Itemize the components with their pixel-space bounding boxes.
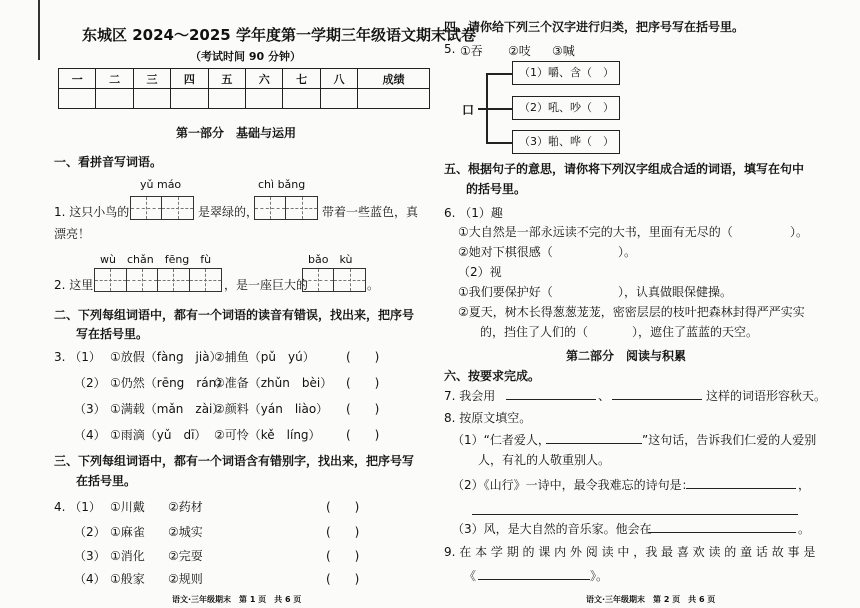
category-box-2[interactable]: （2）吼、吵（ ） — [512, 96, 620, 120]
q1-text-end: 带着一些蓝色，真 — [322, 205, 419, 219]
score-cell[interactable] — [59, 89, 96, 109]
q9-book-close: 》。 — [590, 569, 609, 583]
q3-row-num: 3. （1） — [54, 350, 101, 364]
q8-1-text-start: （1）“仁者爱人， — [452, 433, 550, 447]
tree-connector — [478, 108, 486, 110]
q3-row-num: （3） — [74, 402, 106, 416]
score-header: 五 — [208, 69, 245, 89]
q3-option-a: ①放假（fàng jià） — [110, 350, 222, 364]
section-five-heading: 五、根据句子的意思，请你将下列汉字组成合适的词语，填写在句中 — [444, 162, 805, 176]
q6-2a-end: ），认真做眼保健操。 — [618, 285, 733, 299]
q6-1a-text: ①大自然是一部永远读不完的大书，里面有无尽的（ — [458, 225, 733, 239]
section-three-heading: 三、下列每组词语中，都有一个词语含有错别字，找出来，把序号写 — [54, 454, 415, 468]
q5-root-char: 口 — [462, 103, 475, 117]
q4-row-num: （2） — [74, 525, 106, 539]
q3-option-a: ①满载（mǎn zài） — [110, 402, 225, 416]
right-page-footer: 语文·三年级期末 第 2 页 共 6 页 — [586, 595, 716, 604]
exam-title: 东城区 2024～2025 学年度第一学期三年级语文期末试卷 — [82, 26, 476, 44]
q8-2-blank-1[interactable] — [686, 477, 796, 489]
q5-char-2: ②吱 — [508, 44, 531, 58]
q7-separator: 、 — [598, 389, 611, 403]
q8-2-blank-2[interactable] — [472, 503, 798, 515]
q8-3-blank[interactable] — [648, 521, 796, 533]
q9-blank[interactable] — [478, 568, 590, 580]
q6-2c-text: 的，挡住了人们的（ — [480, 325, 589, 339]
score-input-row — [59, 89, 430, 109]
q3-row-num: （4） — [74, 428, 106, 442]
q8-2-text: （2）《山行》一诗中，最令我难忘的诗句是： — [452, 478, 694, 492]
pinyin-baoku: bǎo kù — [308, 253, 353, 266]
part-two-heading: 第二部分 阅读与积累 — [566, 349, 687, 363]
tree-branch-3 — [486, 142, 512, 144]
answer-parens[interactable]: ( ) — [346, 376, 380, 390]
score-header: 成绩 — [358, 69, 430, 89]
score-header: 八 — [320, 69, 357, 89]
q3-option-b: ②准备（zhǔn bèi） — [214, 376, 333, 390]
answer-parens[interactable]: ( ) — [326, 572, 360, 586]
q6-1a-end: ）。 — [790, 225, 809, 239]
q8-3-end: 。 — [798, 522, 811, 536]
q6-1b-text: ②她对下棋很感（ — [458, 245, 553, 259]
q5-char-3: ③喊 — [552, 44, 575, 58]
answer-parens[interactable]: ( ) — [326, 500, 360, 514]
section-two-heading-cont: 写在括号里。 — [76, 327, 149, 341]
q3-option-a: ①雨滴（yǔ dī） — [110, 428, 207, 442]
q8-1-blank[interactable] — [546, 432, 642, 444]
writing-grid-yumao[interactable] — [130, 196, 194, 220]
q3-option-a: ①仍然（rēng rán） — [110, 376, 229, 390]
q7-text-end: 这样的词语形容秋天。 — [706, 389, 827, 403]
score-cell[interactable] — [246, 89, 283, 109]
category-box-1[interactable]: （1）嚼、含（ ） — [512, 61, 620, 85]
section-four-heading: 四、请你给下列三个汉字进行归类，把序号写在括号里。 — [444, 20, 745, 34]
score-header: 六 — [246, 69, 283, 89]
q7-blank-2[interactable] — [612, 388, 702, 400]
writing-grid-baoku[interactable] — [302, 268, 366, 292]
score-cell[interactable] — [171, 89, 208, 109]
tree-branch-2 — [486, 108, 512, 110]
q5-num: 5. — [444, 42, 456, 56]
pinyin-yumao: yǔ máo — [140, 178, 182, 191]
q9-text: 9. 在 本 学 期 的 课 内 外 阅 读 中 ，我 最 喜 欢 读 的 童 话 故 事 是 — [444, 545, 816, 559]
exam-duration: （考试时间 90 分钟） — [190, 50, 301, 63]
q9-book-open: 《 — [464, 569, 477, 583]
q8-3-text: （3）风，是大自然的音乐家。他会在 — [452, 522, 652, 536]
q8-1-text-wrap: 人，有礼的人敬重别人。 — [478, 453, 611, 467]
q4-option-b: ②药材 — [168, 500, 203, 514]
answer-parens[interactable]: ( ) — [346, 350, 380, 364]
q1-text-wrap: 漂亮！ — [54, 227, 91, 241]
q1-text-mid: 是翠绿的， — [198, 205, 259, 219]
q8-2-comma: ， — [798, 478, 811, 492]
answer-parens[interactable]: ( ) — [346, 428, 380, 442]
q6-part2-label: （2）视 — [458, 265, 502, 279]
writing-grid-wuchanfengfu[interactable] — [94, 268, 222, 292]
q4-option-b: ②完耍 — [168, 549, 203, 563]
section-two-heading: 二、下列每组词语中，都有一个词语的读音有错误，找出来，把序号 — [54, 308, 415, 322]
q4-option-b: ②城实 — [168, 525, 203, 539]
q8-1-text-end: ”这句话，告诉我们仁爱的人爱别 — [642, 433, 817, 447]
q6-2b-text: ②夏天，树木长得葱葱茏茏，密密层层的枝叶把森林封得严严实实 — [458, 305, 805, 319]
q4-option-a: ①川戴 — [110, 500, 145, 514]
left-page-footer: 语文·三年级期末 第 1 页 共 6 页 — [172, 595, 302, 604]
q5-char-1: ①吞 — [460, 44, 483, 58]
category-box-3[interactable]: （3）啪、哗（ ） — [512, 130, 620, 154]
score-cell[interactable] — [96, 89, 133, 109]
q4-option-b: ②规则 — [168, 572, 203, 586]
score-cell[interactable] — [358, 89, 430, 109]
q7-blank-1[interactable] — [506, 388, 596, 400]
tree-branch-1 — [486, 73, 512, 75]
section-three-heading-cont: 在括号里。 — [76, 474, 137, 488]
q4-option-a: ①消化 — [110, 549, 145, 563]
q4-option-a: ①般家 — [110, 572, 145, 586]
q2-text-end: 。 — [367, 278, 380, 292]
section-six-heading: 六、按要求完成。 — [444, 369, 541, 383]
q3-option-b: ②可怜（kě líng） — [214, 428, 321, 442]
q3-option-b: ②颜料（yán liào） — [214, 402, 329, 416]
score-cell[interactable] — [320, 89, 357, 109]
q2-text-start: 2. 这里 — [54, 278, 94, 292]
score-cell[interactable] — [133, 89, 170, 109]
part-one-heading: 第一部分 基础与运用 — [176, 126, 297, 140]
q6-2c-end: ），遮住了蓝蓝的天空。 — [632, 325, 759, 339]
writing-grid-chibang[interactable] — [254, 196, 318, 220]
answer-parens[interactable]: ( ) — [346, 402, 380, 416]
score-header: 四 — [171, 69, 208, 89]
q6-2a-text: ①我们要保护好（ — [458, 285, 553, 299]
q2-text-mid: ，是一座巨大的 — [224, 278, 309, 292]
q7-text-start: 7. 我会用 — [444, 389, 496, 403]
q4-row-num: （3） — [74, 549, 106, 563]
section-five-heading-cont: 的括号里。 — [466, 182, 527, 196]
q4-row-num: （4） — [74, 572, 106, 586]
score-table — [58, 68, 430, 109]
q6-part1-label: 6. （1）趣 — [444, 206, 503, 220]
q8-heading: 8. 按原文填空。 — [444, 411, 532, 425]
score-header: 一 — [59, 69, 96, 89]
q4-option-a: ①麻雀 — [110, 525, 145, 539]
q6-1b-end: ）。 — [618, 245, 637, 259]
pinyin-chibang: chì bǎng — [258, 178, 306, 191]
score-cell[interactable] — [208, 89, 245, 109]
score-header: 二 — [96, 69, 133, 89]
fold-mark — [38, 0, 40, 60]
q4-row-num: 4. （1） — [54, 500, 101, 514]
q1-text-start: 1. 这只小鸟的 — [54, 205, 130, 219]
answer-parens[interactable]: ( ) — [326, 549, 360, 563]
score-cell[interactable] — [283, 89, 320, 109]
pinyin-wuchanfengfu: wù chǎn fēng fù — [100, 253, 212, 266]
q3-row-num: （2） — [74, 376, 106, 390]
section-one-heading: 一、看拼音写词语。 — [54, 155, 163, 169]
score-header-row — [59, 69, 430, 89]
answer-parens[interactable]: ( ) — [326, 525, 360, 539]
score-header: 七 — [283, 69, 320, 89]
q3-option-b: ②捕鱼（pǔ yú） — [214, 350, 315, 364]
score-header: 三 — [133, 69, 170, 89]
